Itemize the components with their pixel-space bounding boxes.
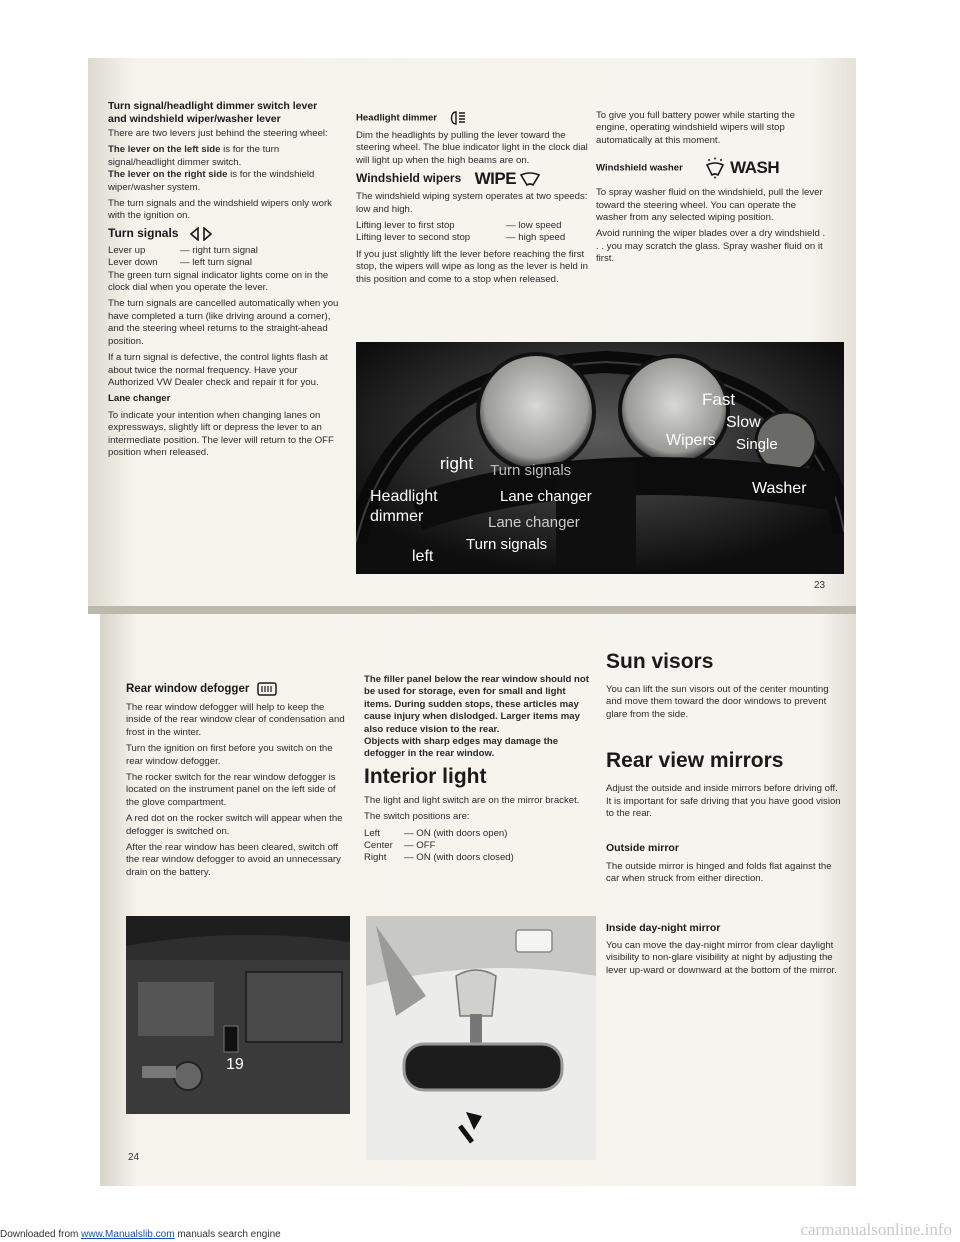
switch-number-label: 19 xyxy=(226,1056,244,1073)
wipers-heading-label: Windshield wipers xyxy=(356,171,462,186)
first-stop-key: Lifting lever to first stop xyxy=(356,220,455,232)
label-lane-changer-1: Lane changer xyxy=(500,488,592,505)
mirrors-heading: Rear view mirrors xyxy=(606,749,784,773)
left-lever-rest: is for the turn signal/headlight dimmer switch. xyxy=(108,144,280,168)
page-number-23: 23 xyxy=(814,580,826,591)
interior-light-heading: Interior light xyxy=(364,764,487,788)
battery-text: To give you full battery power while starting the engine, operating windshield wipers will stop automatically at this moment. xyxy=(596,110,795,146)
turn-signals-heading xyxy=(108,227,340,241)
page-23 xyxy=(88,58,856,606)
first-stop-row xyxy=(356,220,588,232)
positions-intro: The switch positions are: xyxy=(364,811,470,823)
lever-up-row xyxy=(108,245,340,257)
second-stop-key: Lifting lever to second stop xyxy=(356,232,471,244)
mirror-illustration xyxy=(366,916,596,1160)
download-footer xyxy=(0,1229,281,1240)
wash-logo: WASH xyxy=(730,157,780,177)
wiper-icon xyxy=(519,171,541,187)
lever-up-key: Lever up xyxy=(108,244,146,256)
turn-signals-heading-label: Turn signals xyxy=(108,226,179,241)
label-fast: Fast xyxy=(702,390,736,409)
switch-panel-illustration xyxy=(126,916,350,1114)
label-headlight: Headlight xyxy=(370,488,438,505)
switch-center-key: Center xyxy=(364,840,393,852)
defogger-heading-label: Rear window defogger xyxy=(126,683,250,696)
label-right: right xyxy=(440,454,474,473)
defogger-p4: A red dot on the rocker switch will appear when the defogger is switched on. xyxy=(126,813,343,837)
sun-visors-text: You can lift the sun visors out of the center mounting and move them toward the door windows to prevent glare from the side. xyxy=(606,684,829,720)
footer-suffix: manuals search engine xyxy=(177,1229,281,1240)
sun-visors-heading: Sun visors xyxy=(606,650,714,673)
cancelled-text: The turn signals are cancelled automatically when you have completed a turn (like driving around a corner), and the steering wheel returns to the straight-ahead position. xyxy=(108,298,339,347)
label-lane-changer-2: Lane changer xyxy=(488,514,580,531)
lever-heading-line1: Turn signal/headlight dimmer switch lever xyxy=(108,100,318,112)
page-24 xyxy=(100,614,856,1186)
headlight-dimmer-heading xyxy=(356,110,588,126)
lever-up-value: — right turn signal xyxy=(180,244,258,256)
defogger-p2: Turn the ignition on first before you switch on the rear window defogger. xyxy=(126,743,333,767)
bottom-right-column xyxy=(606,644,842,981)
left-lever-bold: The lever on the left side xyxy=(108,144,221,156)
page-divider xyxy=(88,606,856,614)
lever-down-row xyxy=(108,257,340,269)
switch-right-value: — ON (with doors closed) xyxy=(404,852,514,864)
page-number-24: 24 xyxy=(128,1152,140,1163)
storage-warning: The filler panel below the rear window should not be used for storage, even for small and light items. During sudden stops, these articles may cause injury when dislodged. Larger items may also reduce vision to the rear. xyxy=(364,674,589,735)
switch-left-row xyxy=(364,828,594,840)
label-turn-signals-top: Turn signals xyxy=(490,462,572,479)
first-stop-value: — low speed xyxy=(506,220,562,232)
label-wipers: Wipers xyxy=(666,432,716,449)
inside-mirror-heading: Inside day-night mirror xyxy=(606,921,721,934)
rear-defogger-icon xyxy=(257,682,277,696)
high-beam-icon xyxy=(448,110,466,126)
outside-mirror-heading: Outside mirror xyxy=(606,842,679,855)
defective-text: If a turn signal is defective, the control lights flash at about twice the normal frequency. Have your Authorized VW Dealer check and repair it for you. xyxy=(108,352,328,388)
dashboard-illustration xyxy=(356,342,844,574)
switch-center-row xyxy=(364,840,594,852)
interior-light-text: The light and light switch are on the mirror bracket. xyxy=(364,794,580,806)
indicator-text: The green turn signal indicator lights come on in the clock dial when you operate the lever. xyxy=(108,269,329,294)
ignition-note: The turn signals and the windshield wipers only work with the ignition on. xyxy=(108,198,332,222)
washer-heading-label: Windshield washer xyxy=(596,162,683,174)
wipe-logo: WIPE xyxy=(474,169,517,189)
label-turn-signals-bottom: Turn signals xyxy=(466,536,548,553)
slightly-lift-text: If you just slightly lift the lever before reaching the first stop, the wipers will wipe as long as the lever is held in this position and come to a stop when released. xyxy=(356,248,588,285)
intro-text: There are two levers just behind the steering wheel: xyxy=(108,128,328,139)
lever-heading-line2: and windshield wiper/washer lever xyxy=(108,112,281,125)
watermark: carmanualsonline.info xyxy=(800,1220,952,1239)
dashboard-photo xyxy=(356,342,844,574)
right-lever-bold: The lever on the right side xyxy=(108,169,228,181)
footer-prefix: Downloaded from xyxy=(0,1229,79,1240)
washer-text: To spray washer fluid on the windshield, pull the lever toward the steering wheel. You can operate the washer from any selected wiping position. xyxy=(596,187,823,224)
washer-spray-icon xyxy=(703,157,727,179)
sharp-edges-warning: Objects with sharp edges may damage the defogger in the rear window. xyxy=(364,736,559,760)
headlight-dimmer-label: Headlight dimmer xyxy=(356,112,438,124)
defogger-heading xyxy=(126,682,348,696)
inside-mirror-text: You can move the day-night mirror from clear daylight visibility to non-glare visibility at night by adjusting the lever up-ward or downward at the bottom of the mirror. xyxy=(606,940,837,976)
switch-left-value: — ON (with doors open) xyxy=(404,827,508,839)
mirror-photo xyxy=(366,916,596,1160)
top-left-column xyxy=(108,100,340,463)
label-washer: Washer xyxy=(752,480,807,497)
lever-heading xyxy=(108,100,340,125)
lane-changer-heading: Lane changer xyxy=(108,393,171,405)
top-right-column xyxy=(596,110,828,270)
turn-signal-arrows-icon xyxy=(190,227,212,241)
washer-heading xyxy=(596,157,828,179)
lever-down-value: — left turn signal xyxy=(180,257,252,269)
bottom-mid-column xyxy=(364,674,594,865)
top-mid-column xyxy=(356,110,588,290)
switch-photo xyxy=(126,916,350,1114)
switch-left-key: Left xyxy=(364,827,381,839)
label-dimmer: dimmer xyxy=(370,508,424,525)
bottom-left-column xyxy=(126,680,348,883)
lever-down-key: Lever down xyxy=(108,257,158,269)
avoid-text: Avoid running the wiper blades over a dry windshield . . . you may scratch the glass. Spray washer fluid on it first. xyxy=(596,228,826,265)
lane-changer-text: To indicate your intention when changing lanes on expressways, slightly lift or depress the lever to an intermediate position. The lever will return to the OFF position when released. xyxy=(108,409,334,459)
mirrors-text: Adjust the outside and inside mirrors before driving off. It is important for safe driving that you have good vision to the rear. xyxy=(606,783,841,820)
wipers-heading xyxy=(356,171,588,187)
outside-mirror-text: The outside mirror is hinged and folds flat against the car when struck from either direction. xyxy=(606,860,832,885)
manualslib-link[interactable]: www.Manualslib.com xyxy=(81,1229,175,1240)
label-left: left xyxy=(412,548,434,565)
wipers-text: The windshield wiping system operates at two speeds: low and high. xyxy=(356,191,588,215)
dimmer-text: Dim the headlights by pulling the lever toward the steering wheel. The blue indicator light in the clock dial will light up when the high beams are on. xyxy=(356,130,588,166)
left-lever-text xyxy=(108,144,340,194)
right-lever-rest: is for the windshield wiper/washer system. xyxy=(108,169,315,193)
switch-center-value: — OFF xyxy=(404,840,436,852)
second-stop-row xyxy=(356,232,588,244)
switch-right-row xyxy=(364,852,594,864)
switch-right-key: Right xyxy=(364,852,387,864)
defogger-p1: The rear window defogger will help to keep the inside of the rear window clear of condensation and frost in the winter. xyxy=(126,702,345,738)
label-single: Single xyxy=(736,436,778,453)
defogger-p5: After the rear window has been cleared, switch off the rear window defogger to avoid an unnecessary drain on the battery. xyxy=(126,842,341,878)
defogger-p3: The rocker switch for the rear window defogger is located on the instrument panel on the left side of the glove compartment. xyxy=(126,772,336,808)
second-stop-value: — high speed xyxy=(506,232,566,244)
label-slow: Slow xyxy=(726,414,761,431)
